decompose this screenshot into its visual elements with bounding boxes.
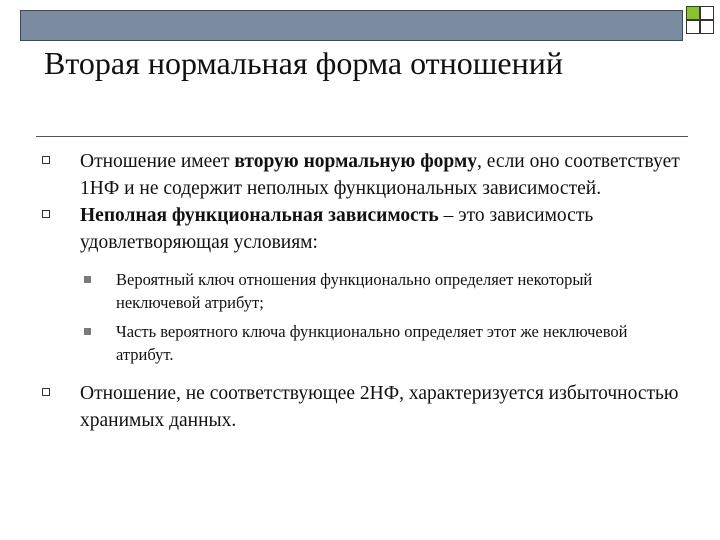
bullet-bold-term: Неполная функциональная зависимость bbox=[80, 205, 439, 226]
white-square-icon bbox=[700, 6, 714, 20]
bullet-item bbox=[40, 148, 680, 202]
hollow-square-bullet-icon bbox=[42, 210, 50, 218]
bullet-item bbox=[40, 202, 680, 256]
sub-bullet-text: Часть вероятного ключа функционально определяет этот же неключевой атрибут. bbox=[116, 322, 628, 364]
bullet-text: – это зависимость удовлетворяющая условиям: bbox=[80, 205, 594, 253]
bullet-bold-term: вторую нормальную форму bbox=[234, 151, 478, 172]
green-square-icon bbox=[686, 6, 700, 20]
sub-bullet-item bbox=[40, 320, 680, 366]
hollow-square-bullet-icon bbox=[42, 156, 50, 164]
slide-content bbox=[40, 148, 680, 434]
title-divider bbox=[36, 136, 688, 137]
sub-bullet-list bbox=[40, 268, 680, 366]
title-bar-decoration bbox=[20, 10, 683, 41]
bullet-text: Отношение, не соответствующее 2НФ, характеризуется избыточностью хранимых данных. bbox=[80, 383, 679, 431]
sub-bullet-text: Вероятный ключ отношения функционально определяет некоторый неключевой атрибут; bbox=[116, 270, 593, 312]
filled-square-bullet-icon bbox=[84, 328, 91, 335]
filled-square-bullet-icon bbox=[84, 276, 91, 283]
bullet-text: Отношение имеет bbox=[80, 151, 235, 172]
white-square-icon bbox=[686, 20, 700, 34]
white-square-icon bbox=[700, 20, 714, 34]
sub-bullet-item bbox=[40, 268, 680, 314]
slide-title: Вторая нормальная форма отношений bbox=[44, 45, 563, 81]
hollow-square-bullet-icon bbox=[42, 388, 50, 396]
bullet-item bbox=[40, 380, 680, 434]
corner-squares-decoration bbox=[686, 6, 716, 38]
bullet-text: , если оно соответствует 1НФ и не содержит неполных функциональных зависимостей. bbox=[80, 151, 680, 199]
